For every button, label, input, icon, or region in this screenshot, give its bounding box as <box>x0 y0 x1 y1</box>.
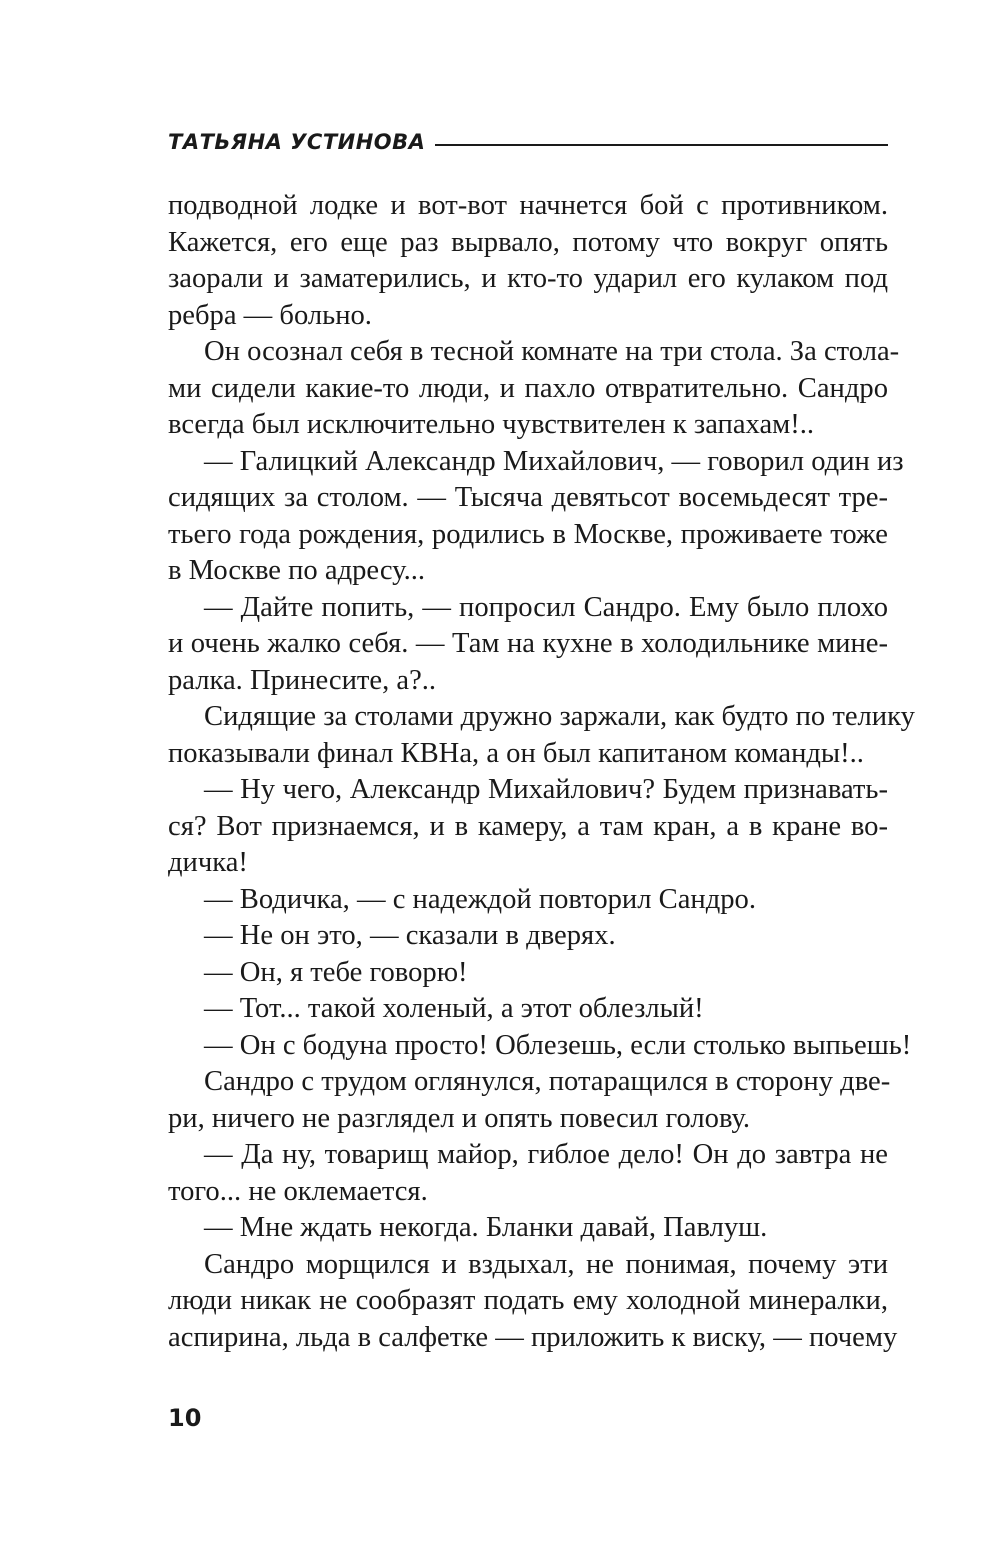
text-line: сидящих за столом. — Тысяча девятьсот восемьдесят тре- <box>168 482 888 513</box>
author-name: ТАТЬЯНА УСТИНОВА <box>168 130 426 154</box>
text-line: аспирина, льда в салфетке — приложить к виску, — почему <box>168 1321 898 1353</box>
text-line: подводной лодке и вот-вот начнется бой с противником. <box>168 190 888 221</box>
text-line: Сидящие за столами дружно заржали, как будто по телику <box>204 701 915 732</box>
header-rule <box>435 144 888 146</box>
text-line: — Да ну, товарищ майор, гиблое дело! Он до завтра не <box>204 1139 888 1170</box>
text-line: в Москве по адресу... <box>168 555 426 586</box>
text-line: дичка! <box>168 847 248 878</box>
text-line: — Он, я тебе говорю! <box>204 956 468 988</box>
text-line: ри, ничего не разглядел и опять повесил голову. <box>168 1102 751 1134</box>
text-line: — Тот... такой холеный, а этот облезлый! <box>204 993 704 1024</box>
page-number: 10 <box>168 1404 202 1432</box>
text-line: ралка. Принесите, а?.. <box>168 664 437 696</box>
text-line: ся? Вот признаемся, и в камеру, а там кран, а в кране во- <box>168 810 888 842</box>
text-line: — Он с бодуна просто! Облезешь, если столько выпьешь! <box>204 1029 912 1061</box>
text-line: Сандро с трудом оглянулся, потаращился в сторону две- <box>204 1066 891 1097</box>
text-line: тьего года рождения, родились в Москве, проживаете тоже <box>168 518 888 550</box>
text-line: всегда был исключительно чувствителен к запахам!.. <box>168 409 815 440</box>
text-line: того... не оклемается. <box>168 1175 428 1207</box>
text-line: — Ну чего, Александр Михайлович? Будем признавать- <box>204 774 888 805</box>
text-line: — Водичка, — с надеждой повторил Сандро. <box>204 883 757 915</box>
text-line: — Галицкий Александр Михайлович, — говорил один из <box>204 445 904 477</box>
text-line: Он осознал себя в тесной комнате на три стола. За стола- <box>204 336 900 367</box>
text-line: люди никак не сообразят подать ему холодной минералки, <box>168 1285 888 1316</box>
text-line: — Дайте попить, — попросил Сандро. Ему было плохо <box>204 591 888 623</box>
text-line: — Мне ждать некогда. Бланки давай, Павлуш. <box>204 1212 768 1243</box>
text-line: и очень жалко себя. — Там на кухне в холодильнике мине- <box>168 628 888 659</box>
text-line: показывали финал КВНа, а он был капитаном команды!.. <box>168 737 864 769</box>
text-line: — Не он это, — сказали в дверях. <box>204 920 616 951</box>
body-text <box>168 188 915 1356</box>
running-header <box>168 130 888 154</box>
text-line: Сандро морщился и вздыхал, не понимая, почему эти <box>204 1248 888 1280</box>
text-line: заорали и заматерились, и кто-то ударил его кулаком под <box>168 263 888 294</box>
text-line: ми сидели какие-то люди, и пахло отвратительно. Сандро <box>168 372 888 404</box>
text-line: ребра — больно. <box>168 299 372 331</box>
text-line: Кажется, его еще раз вырвало, потому что вокруг опять <box>168 226 888 258</box>
